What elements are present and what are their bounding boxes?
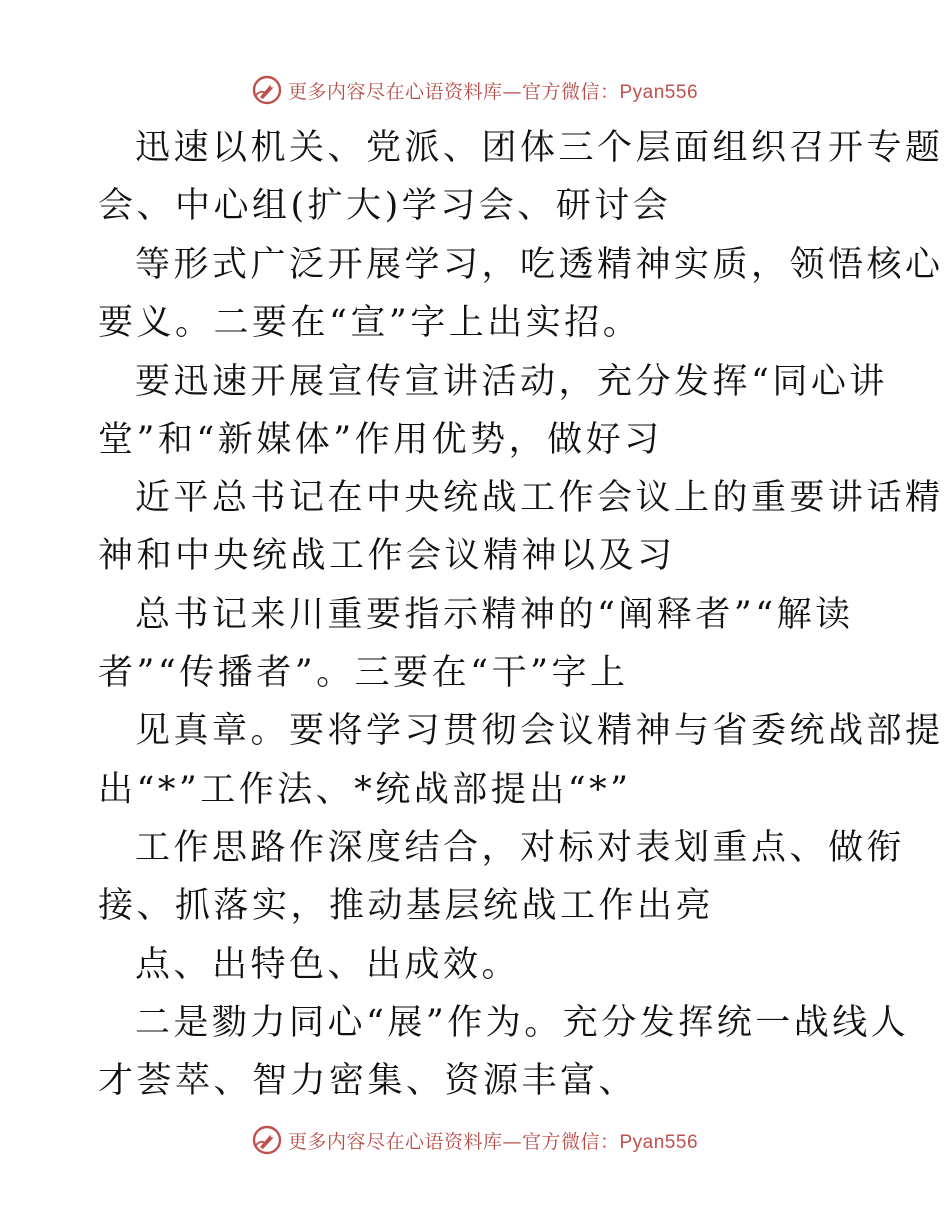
text-line: 接、抓落实，推动基层统战工作出亮 — [98, 886, 715, 926]
text-line: 二是勠力同心“展”作为。充分发挥统一战线人 — [135, 1003, 910, 1043]
text-line: 等形式广泛开展学习，吃透精神实质，领悟核心 — [135, 245, 944, 285]
text-line: 近平总书记在中央统战工作会议上的重要讲话精 — [135, 478, 944, 518]
text-line: 工作思路作深度结合，对标对表划重点、做衔 — [135, 828, 906, 868]
text-line: 迅速以机关、党派、团体三个层面组织召开专题 — [135, 128, 944, 168]
footer-banner-text — [288, 1127, 698, 1154]
header-banner-text — [288, 77, 698, 104]
footer-banner-label: 官方微信： — [521, 1130, 620, 1153]
text-line: 要迅速开展宣传宣讲活动，充分发挥“同心讲 — [135, 362, 888, 402]
text-line: 才荟萃、智力密集、资源丰富、 — [98, 1061, 638, 1101]
text-line: 神和中央统战工作会议精神以及习 — [98, 536, 676, 576]
text-line: 要义。二要在“宣”字上出实招。 — [98, 303, 642, 343]
text-line: 会、中心组(扩大)学习会、研讨会 — [98, 186, 672, 226]
text-line: 出“*”工作法、*统战部提出“*” — [98, 770, 632, 810]
header-banner — [0, 70, 950, 110]
text-line: 总书记来川重要指示精神的“阐释者”“解读 — [135, 595, 854, 635]
pen-nib-circle-icon — [252, 1125, 282, 1155]
footer-banner-main: 更多内容尽在心语资料库 — [287, 1130, 503, 1153]
pen-nib-circle-icon — [252, 75, 282, 105]
header-banner-dash: — — [502, 80, 522, 103]
footer-banner-account: Pyan556 — [619, 1131, 699, 1153]
text-line: 点、出特色、出成效。 — [135, 945, 521, 985]
text-line: 者”“传播者”。三要在“干”字上 — [98, 653, 629, 693]
footer-banner-dash: — — [502, 1130, 522, 1153]
header-banner-account: Pyan556 — [619, 81, 699, 103]
text-line: 堂”和“新媒体”作用优势，做好习 — [98, 420, 663, 460]
footer-banner — [0, 1120, 950, 1160]
header-banner-label: 官方微信： — [521, 80, 620, 103]
text-line: 见真章。要将学习贯彻会议精神与省委统战部提 — [135, 711, 944, 751]
header-banner-main: 更多内容尽在心语资料库 — [287, 80, 503, 103]
